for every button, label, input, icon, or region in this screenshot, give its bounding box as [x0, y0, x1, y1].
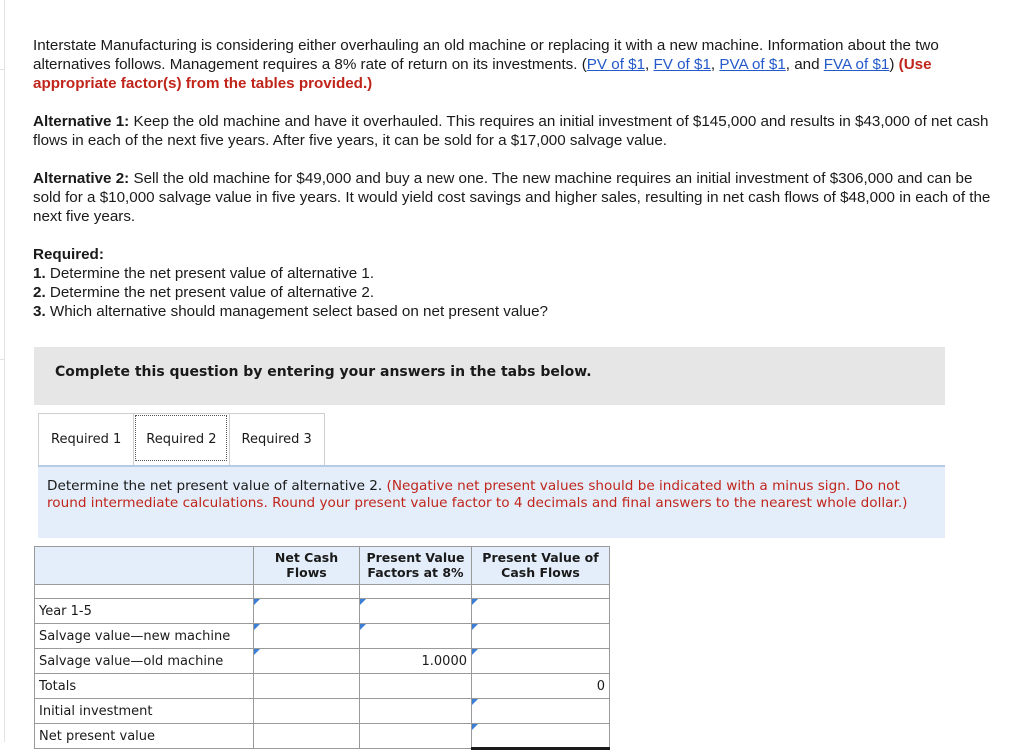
pv-input-cell[interactable] [472, 624, 610, 649]
alt1-text: Keep the old machine and have it overhauled. This requires an initial investment of $145,000 and results in $43,000 of net cash flows in each of the next five years. After five years, it can be sold for a $17,000 salvage value. [33, 113, 989, 149]
totals-value: 0 [472, 674, 610, 699]
header-pv-cash-flows: Present Value of Cash Flows [472, 547, 610, 585]
alt2-label: Alternative 2: [33, 170, 130, 187]
table-row [35, 649, 610, 674]
problem-intro [33, 36, 995, 93]
input-marker-icon [472, 699, 478, 705]
separator: , and [785, 56, 824, 73]
req-text: Determine the net present value of alternative 2. [45, 284, 375, 301]
separator: , [710, 56, 720, 73]
tab-required-1[interactable]: Required 1 [38, 413, 134, 465]
empty-cell [360, 724, 472, 749]
alternative-1 [33, 112, 995, 150]
fv-table-link[interactable]: FV of $1 [653, 56, 711, 73]
tab-required-2[interactable]: Required 2 [133, 413, 229, 465]
table-row [35, 624, 610, 649]
req-text: Determine the net present value of alternative 1. [45, 265, 375, 282]
pv-input-cell[interactable] [472, 599, 610, 624]
required-heading [33, 245, 995, 264]
pv-input[interactable] [472, 625, 609, 647]
req-num: 1. [33, 265, 46, 282]
factor-input[interactable] [360, 625, 471, 647]
input-marker-icon [472, 724, 478, 730]
cash-flow-input[interactable] [254, 625, 359, 647]
row-label: Salvage value—new machine [35, 624, 254, 649]
row-label: Year 1-5 [35, 599, 254, 624]
pv-input[interactable] [472, 600, 609, 622]
requirement-2 [33, 283, 995, 302]
input-marker-icon [254, 649, 260, 655]
header-net-cash-flows: Net Cash Flows [254, 547, 360, 585]
header-blank [35, 547, 254, 585]
row-label: Salvage value—old machine [35, 649, 254, 674]
intro-text: Interstate Manufacturing is considering either overhauling an old machine or replacing it with a new machine. Information about the two alternatives follows. Management requires a 8% rate of return on its investments. ( [33, 37, 939, 73]
row-label: Totals [35, 674, 254, 699]
prompt-note: (Negative net present values should be indicated with a minus sign. Do not round intermediate calculations. Round your present value factor to 4 decimals and final answers to the nearest whole dollar.) [47, 478, 908, 511]
empty-cell [254, 724, 360, 749]
instruction-banner: Complete this question by entering your answers in the tabs below. [34, 347, 945, 405]
pva-table-link[interactable]: PVA of $1 [719, 56, 786, 73]
left-bar-segment [0, 0, 5, 70]
requirement-1 [33, 264, 995, 283]
cash-flow-input-cell[interactable] [254, 599, 360, 624]
input-marker-icon [254, 599, 260, 605]
tab-required-3[interactable]: Required 3 [229, 413, 325, 465]
empty-cell [254, 699, 360, 724]
header-pv-factors: Present Value Factors at 8% [360, 547, 472, 585]
separator: ) [889, 56, 895, 73]
required-label: Required: [33, 246, 104, 263]
factor-input[interactable] [360, 600, 471, 622]
initial-investment-input-cell[interactable] [472, 699, 610, 724]
table-gap-row [35, 585, 610, 599]
question-prompt [38, 465, 945, 538]
fva-table-link[interactable]: FVA of $1 [823, 56, 890, 73]
table-row [35, 699, 610, 724]
empty-cell [254, 674, 360, 699]
input-marker-icon [472, 624, 478, 630]
cash-flow-input[interactable] [254, 600, 359, 622]
alt1-label: Alternative 1: [33, 113, 130, 130]
alternative-2 [33, 169, 995, 226]
input-marker-icon [472, 649, 478, 655]
cash-flow-input-cell[interactable] [254, 624, 360, 649]
empty-cell [360, 674, 472, 699]
input-marker-icon [360, 599, 366, 605]
req-num: 3. [33, 303, 46, 320]
factor-instruction: (Use appropriate factor(s) from the tables provided.) [33, 56, 932, 92]
table-row [35, 674, 610, 699]
pv-input-cell[interactable] [472, 649, 610, 674]
left-margin-bar [0, 0, 5, 742]
empty-cell [360, 699, 472, 724]
input-marker-icon [254, 624, 260, 630]
initial-investment-input[interactable] [472, 700, 609, 722]
table-row [35, 724, 610, 749]
alt2-text: Sell the old machine for $49,000 and buy a new one. The new machine requires an initial investment of $306,000 and can be sold for a $10,000 salvage value in five years. It would yield cost savings and higher sales, resulting in net cash flows of $48,000 in each of the next five years. [33, 170, 991, 225]
row-label: Initial investment [35, 699, 254, 724]
npv-input-cell[interactable] [472, 724, 610, 749]
req-text: Which alternative should management select based on net present value? [45, 303, 549, 320]
tab-bar [38, 413, 324, 465]
req-num: 2. [33, 284, 46, 301]
pv-input[interactable] [472, 650, 609, 672]
separator: , [645, 56, 654, 73]
npv-table [34, 546, 610, 750]
table-row [35, 599, 610, 624]
pv-table-link[interactable]: PV of $1 [586, 56, 646, 73]
factor-input-cell[interactable] [360, 599, 472, 624]
prompt-text: Determine the net present value of alternative 2. [47, 478, 387, 494]
problem-statement [33, 36, 995, 321]
npv-input[interactable] [472, 725, 609, 747]
table-header-row [35, 547, 610, 585]
left-bar-segment [0, 70, 5, 360]
factor-input-cell[interactable] [360, 624, 472, 649]
requirement-3 [33, 302, 995, 321]
factor-value: 1.0000 [360, 649, 472, 674]
cash-flow-input-cell[interactable] [254, 649, 360, 674]
input-marker-icon [472, 599, 478, 605]
row-label: Net present value [35, 724, 254, 749]
input-marker-icon [360, 624, 366, 630]
cash-flow-input[interactable] [254, 650, 359, 672]
